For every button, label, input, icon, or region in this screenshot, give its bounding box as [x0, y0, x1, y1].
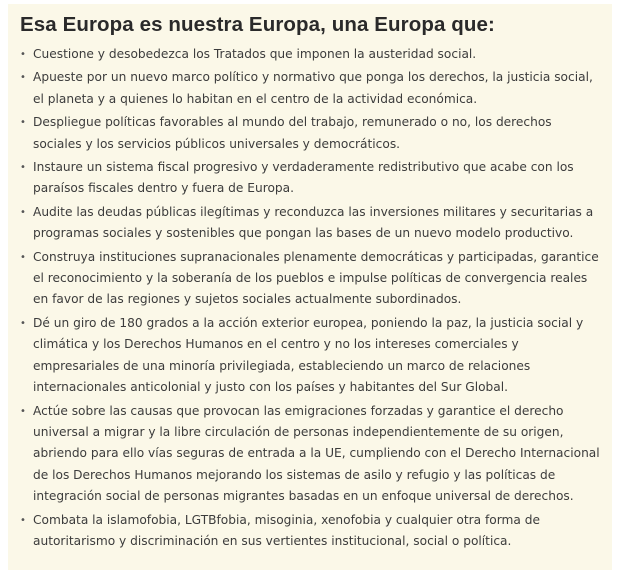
list-item [20, 44, 600, 65]
list-item [20, 313, 600, 399]
bullet-icon: • [20, 251, 26, 263]
list-item [20, 112, 600, 155]
list-item [20, 401, 600, 508]
bullet-icon: • [20, 117, 26, 129]
list-item-text: Audite las deudas públicas ilegítimas y reconduzca las inversiones militares y securitarias a programas sociales y sostenibles que pongan las bases de un nuevo modelo productivo. [33, 204, 594, 241]
list-item [20, 157, 600, 200]
list-item [20, 202, 600, 245]
list-item-text: Despliegue políticas favorables al mundo del trabajo, remunerado o no, los derechos sociales y los servicios públicos universales y democráticos. [33, 115, 552, 151]
list-item-text: Dé un giro de 180 grados a la acción exterior europea, poniendo la paz, la justicia social y climática y los Derechos Humanos en el centro y no los intereses comerciales y empresariales de una minoría privilegiada, estableciendo un marco de relaciones internacionales anticolonial y justo con los países y habitantes del Sur Global. [33, 315, 584, 395]
page-title: Esa Europa es nuestra Europa, una Europa que: [20, 13, 495, 36]
list-item [20, 510, 600, 553]
bullet-icon: • [20, 72, 26, 84]
list-item-text: Instaure un sistema fiscal progresivo y verdaderamente redistributivo que acabe con los paraísos fiscales dentro y fuera de Europa. [33, 160, 574, 196]
list-item-text: Cuestione y desobedezca los Tratados que imponen la austeridad social. [33, 47, 477, 61]
bullet-icon: • [20, 206, 26, 218]
bullet-icon: • [20, 49, 26, 60]
list-item [20, 67, 600, 110]
bullet-icon: • [20, 162, 26, 174]
content-panel [8, 4, 612, 570]
list-item-text: Construya instituciones supranacionales plenamente democráticas y participadas, garantice el reconocimiento y la soberanía de los pueblos e impulse políticas de convergencia reales en favor de las regiones y sujetos sociales actualmente subordinados. [33, 249, 599, 307]
bullet-icon: • [20, 405, 26, 417]
list-item-text: Actúe sobre las causas que provocan las emigraciones forzadas y garantice el derecho universal a migrar y la libre circulación de personas independientemente de su origen, abriendo para ello vías seguras de entrada a la UE, cumpliendo con el Derecho Internacional de los Derechos Humanos mejorando los sistemas de asilo y refugio y las políticas de integración social de personas migrantes basadas en un enfoque universal de derechos. [33, 403, 600, 504]
list-item-text: Apueste por un nuevo marco político y normativo que ponga los derechos, la justicia social, el planeta y a quienes lo habitan en el centro de la actividad económica. [33, 70, 593, 106]
list-item-text: Combata la islamofobia, LGTBfobia, misoginia, xenofobia y cualquier otra forma de autoritarismo y discriminación en sus vertientes institucional, social o política. [33, 512, 541, 548]
bullet-icon: • [20, 514, 26, 526]
list-item [20, 247, 600, 311]
bullet-icon: • [20, 317, 26, 329]
bullet-list [20, 44, 600, 552]
